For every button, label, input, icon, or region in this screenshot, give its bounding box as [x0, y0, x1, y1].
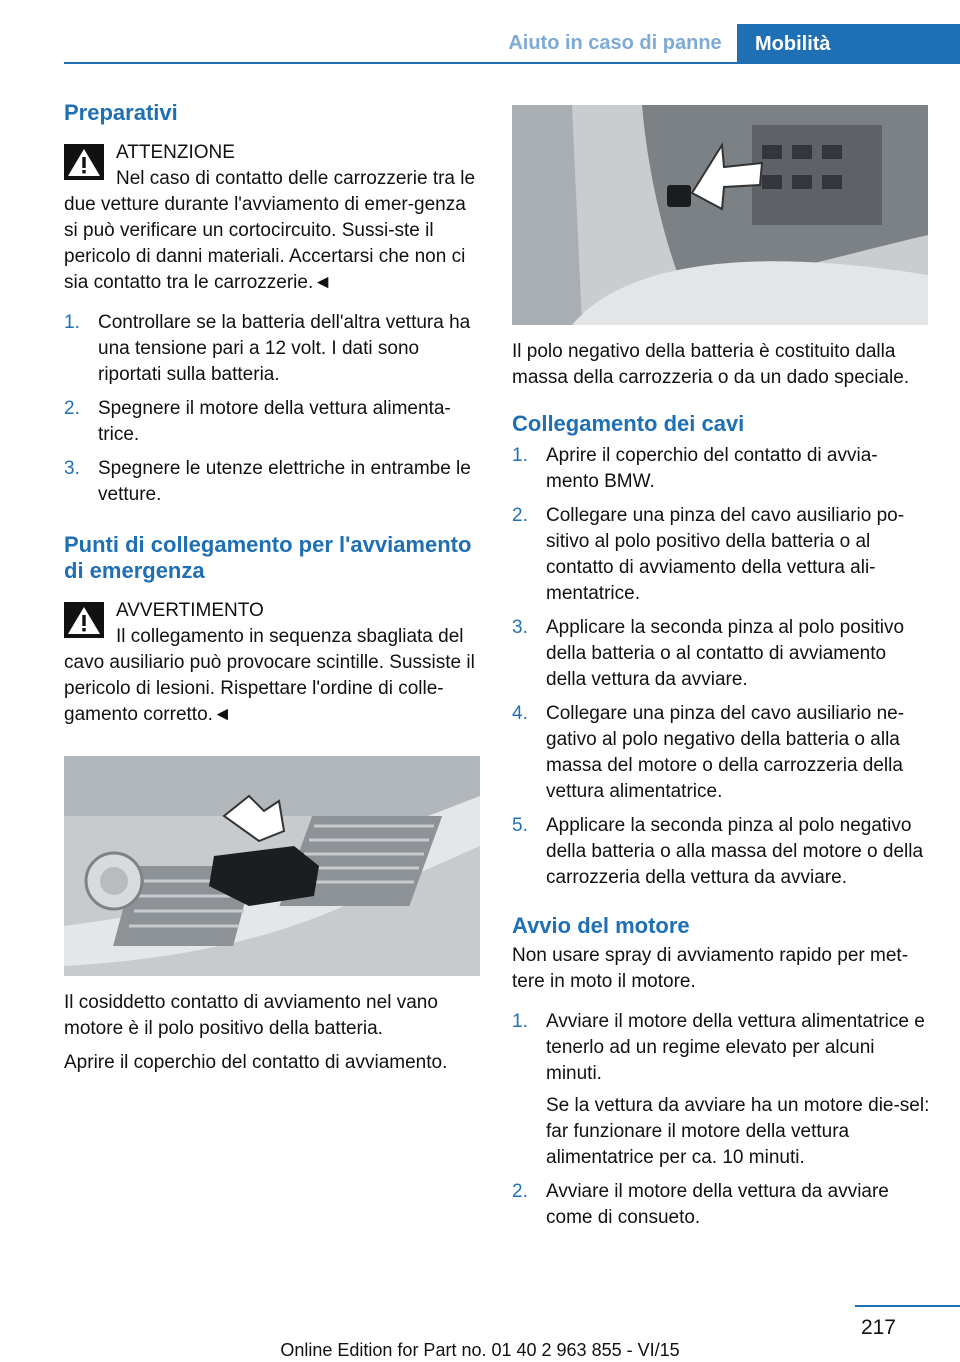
list-item: 3. Spegnere le utenze elettriche in entrambe le vetture. [64, 458, 471, 505]
list-item: 1. Controllare se la batteria dell'altra vettura ha una tensione pari a 12 volt. I dati sono riportati sulla batteria. [64, 312, 471, 385]
prep-steps-list [64, 310, 482, 508]
warning-block-avvertimento [64, 598, 482, 728]
warning-text: Il collegamento in sequenza sbagliata del cavo ausiliario può provocare scintille. Sussiste il pericolo di lesioni. Rispettare l'ordine di colle‐gamento corretto.◄ [64, 626, 475, 725]
list-item: 2. Spegnere il motore della vettura alimenta‐trice. [64, 398, 451, 445]
list-item: 4. Collegare una pinza del cavo ausiliario ne‐gativo al polo negativo della batteria o alla massa del motore o della carrozzeria della vettura alimentatrice. [512, 703, 905, 802]
warning-triangle-icon [64, 602, 104, 638]
header-rule [64, 62, 960, 64]
warning-title: AVVERTIMENTO [116, 600, 264, 621]
warning-title: ATTENZIONE [116, 142, 235, 163]
left-column [64, 100, 482, 1076]
page-number: 217 [860, 1316, 896, 1339]
edition-footer: Online Edition for Part no. 01 40 2 963 855 - VI/15 [280, 1340, 680, 1360]
chapter-title: Aiuto in caso di panne [508, 32, 722, 54]
section-tab: Mobilità [737, 24, 960, 64]
cable-steps-list [512, 443, 930, 891]
list-item: 1. Avviare il motore della vettura alimentatrice e tenerlo ad un regime elevato per alcuni minuti. Se la vettura da avviare ha un motore die‐sel: far funzionare il motore della vettura alimentatrice per ca. 10 minuti. [512, 1009, 930, 1171]
caption-negative-pole: Il polo negativo della batteria è costituito dalla massa della carrozzeria o da un dado speciale. [512, 341, 910, 388]
warning-text: Nel caso di contatto delle carrozzerie tra le due vetture durante l'avviamento di emer‐genza si può verificare un cortocircuito. Sussi‐ste il pericolo di danni materiali. Accertarsi che non ci sia contatto tra le carrozzerie.◄ [64, 168, 476, 293]
list-item: 5. Applicare la seconda pinza al polo negativo della batteria o alla massa del motore o della carrozzeria della vettura da avviare. [512, 815, 924, 888]
footer-rule [855, 1305, 960, 1307]
caption-start-terminal: Il cosiddetto contatto di avviamento nel vano motore è il polo positivo della batteria. [64, 992, 438, 1039]
list-item: 3. Applicare la seconda pinza al polo positivo della batteria o al contatto di avviamento della vettura da avviare. [512, 617, 905, 690]
engine-bay-photo-start-terminal [64, 756, 480, 976]
heading-avvio-motore: Avvio del motore [512, 913, 690, 938]
list-item: 2. Avviare il motore della vettura da avviare come di consueto. [512, 1181, 889, 1228]
list-item: 2. Collegare una pinza del cavo ausiliario po‐sitivo al polo positivo della batteria o al contatto di avviamento della vettura ali‐mentatrice. [512, 505, 905, 604]
heading-preparativi: Preparativi [64, 100, 178, 125]
list-item: 1. Aprire il coperchio del contatto di avvia‐mento BMW. [512, 445, 878, 492]
caption-open-cover: Aprire il coperchio del contatto di avviamento. [64, 1052, 448, 1073]
engine-bay-photo-negative-pole [512, 105, 928, 325]
list-item-note: Se la vettura da avviare ha un motore die‐sel: far funzionare il motore della vettura alimentatrice per ca. 10 minuti. [546, 1095, 930, 1168]
warning-block-attenzione [64, 140, 482, 296]
start-steps-list [512, 1009, 930, 1231]
heading-punti-collegamento: Punti di collegamento per l'avviamento di emergenza [64, 532, 472, 583]
heading-collegamento-cavi: Collegamento dei cavi [512, 411, 745, 436]
start-intro-text: Non usare spray di avviamento rapido per met‐tere in moto il motore. [512, 945, 909, 992]
right-column [512, 105, 930, 1231]
warning-triangle-icon [64, 144, 104, 180]
